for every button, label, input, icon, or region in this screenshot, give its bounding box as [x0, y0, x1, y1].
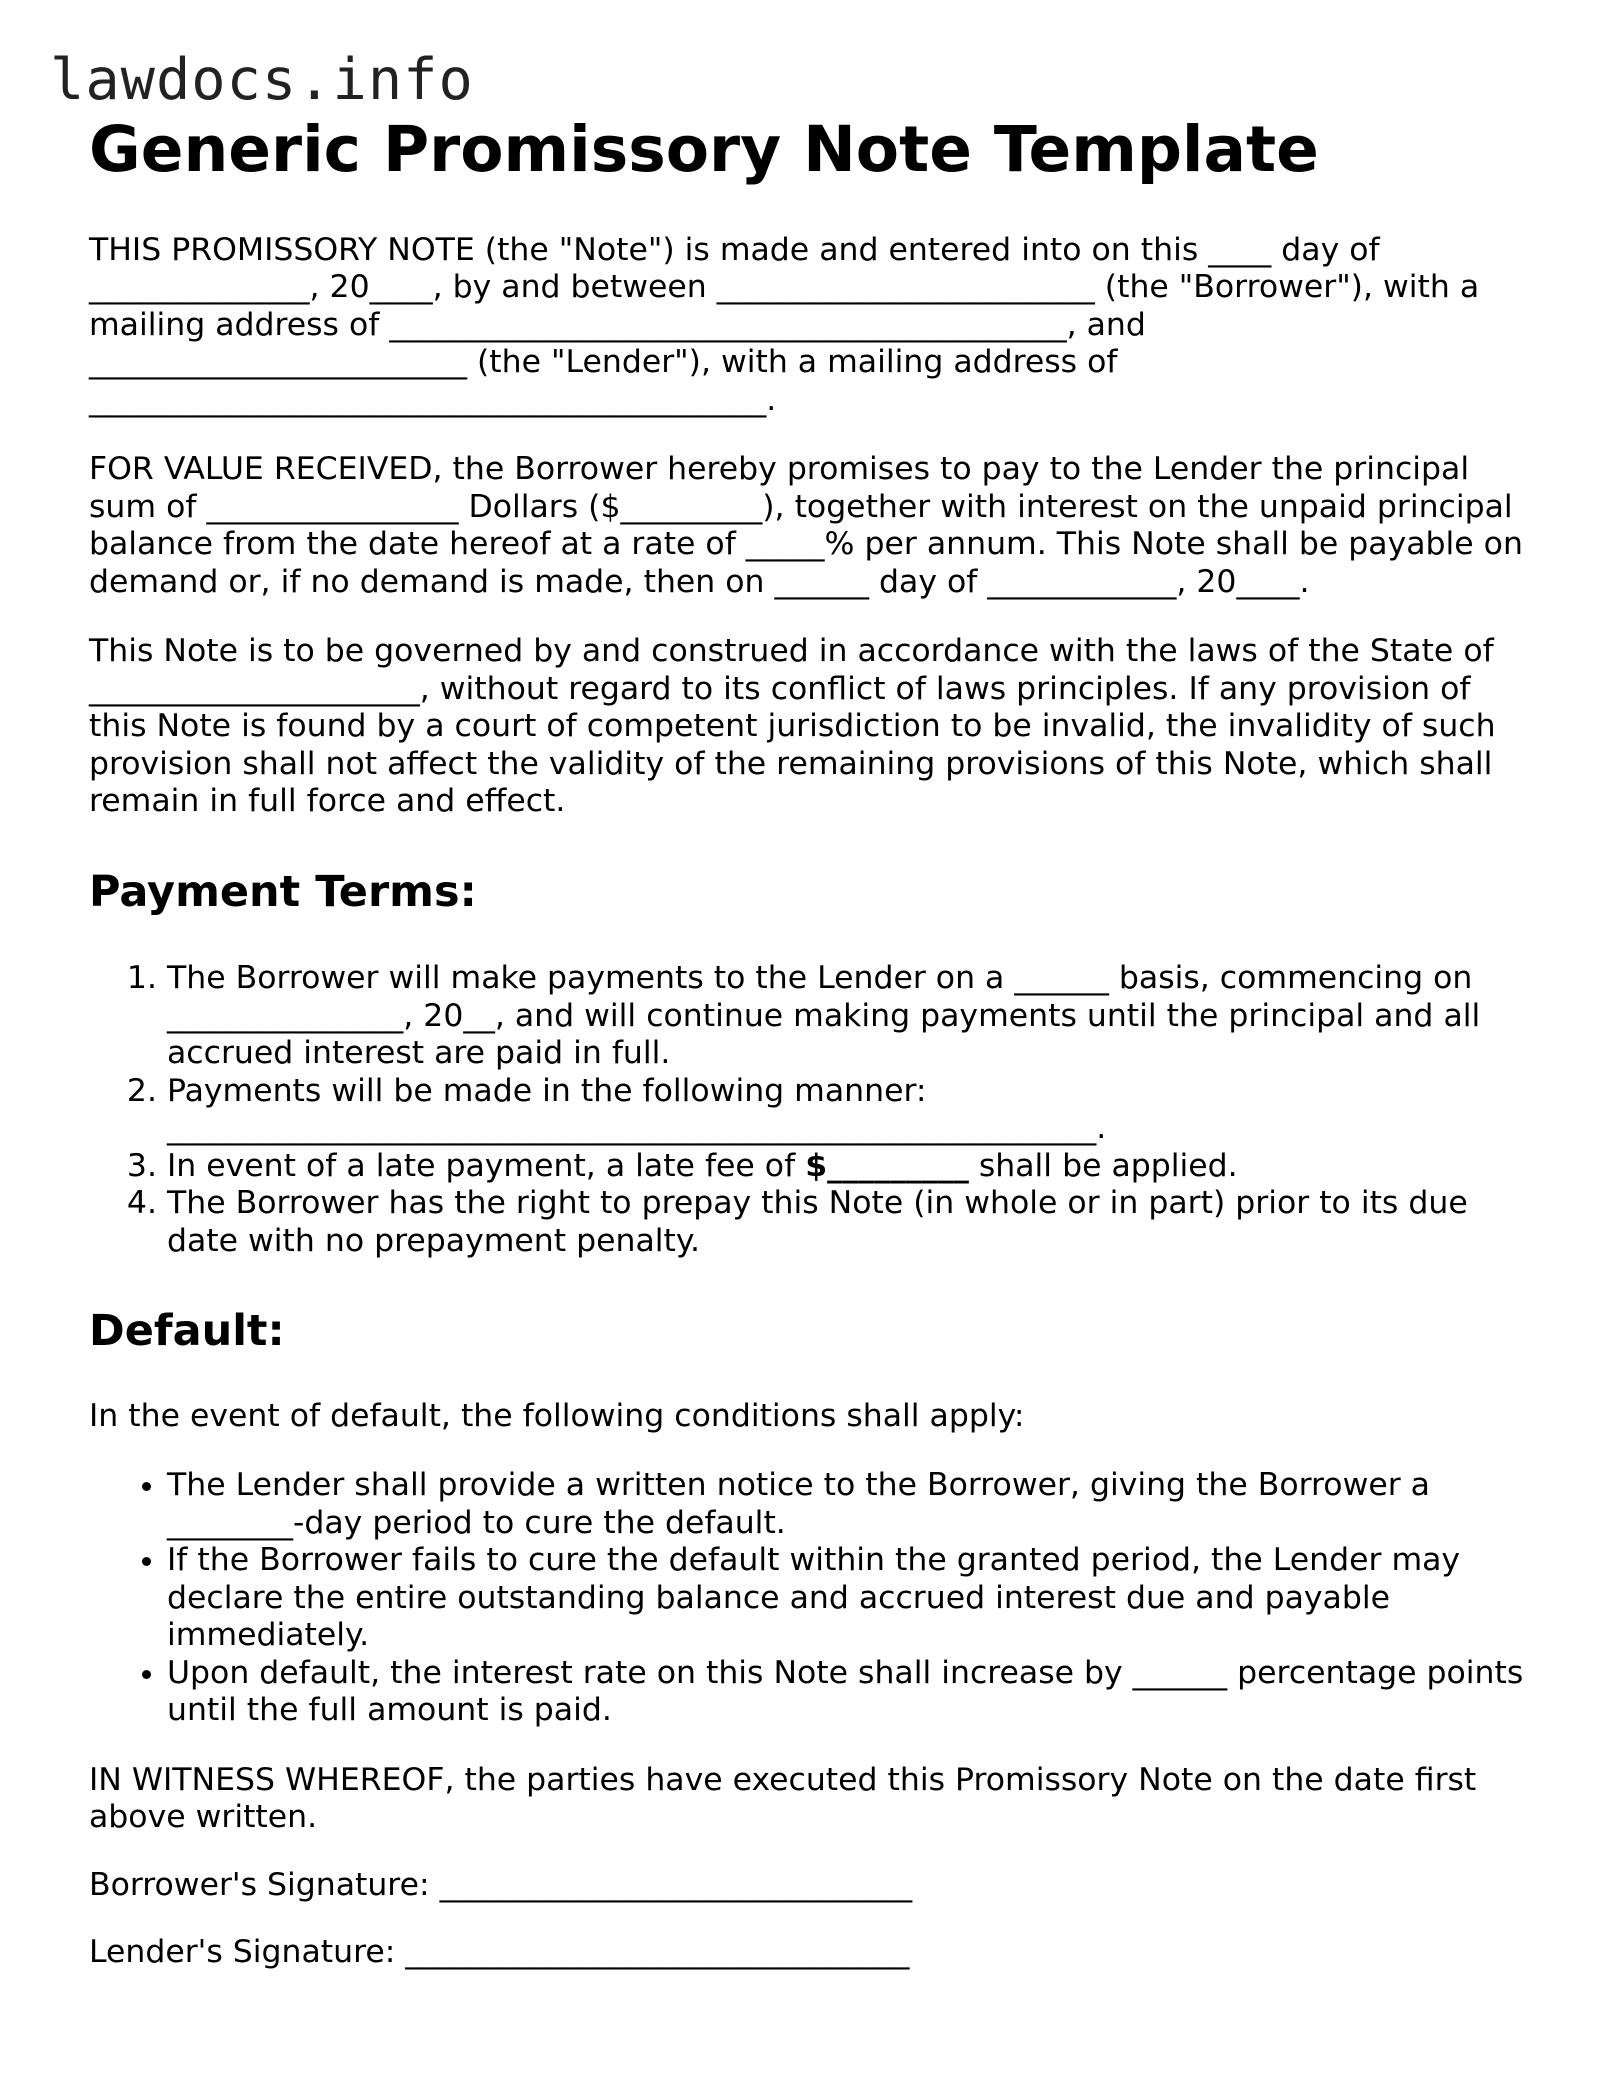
- list-item: 1. The Borrower will make payments to the Lender on a ______ basis, commencing on _______________, 20__, and will continue making payments until the principal and all accrued interest are paid in full.: [167, 960, 1529, 1073]
- document-page: [89, 112, 1529, 1972]
- document-title: Generic Promissory Note Template: [89, 113, 1319, 186]
- list-item: 2. Payments will be made in the following manner: ___________________________________________________________.: [167, 1073, 1529, 1148]
- default-intro: In the event of default, the following conditions shall apply:: [89, 1397, 1025, 1434]
- governing-law-paragraph: This Note is to be governed by and construed in accordance with the laws of the State of _____________________, without regard to its conflict of laws principles. If any provision of this Note is found by a court of competent jurisdiction to be invalid, the invalidity of such provision shall not affect the validity of the remaining provisions of this Note, which shall remain in full force and effect.: [89, 633, 1496, 820]
- default-heading: Default:: [89, 1306, 285, 1357]
- lender-signature-line: Lender's Signature: ________________________________: [89, 1934, 910, 1971]
- payment-terms-list: [89, 960, 1529, 1260]
- list-item: • If the Borrower fails to cure the default within the granted period, the Lender may declare the entire outstanding balance and accrued interest due and payable immediately.: [167, 1542, 1529, 1655]
- borrower-signature-line: Borrower's Signature: ______________________________: [89, 1866, 913, 1903]
- list-item: [167, 1148, 1529, 1186]
- intro-paragraph: THIS PROMISSORY NOTE (the "Note") is made and entered into on this ____ day of ______________, 20____, by and between ________________________ (the "Borrower"), with a mailing address of ___________________________________________, and ________________________ (the "Lender"), with a mailing address of ___________________________________________.: [89, 231, 1480, 418]
- default-conditions-list: [89, 1467, 1529, 1730]
- list-item: • The Lender shall provide a written notice to the Borrower, giving the Borrower a ________-day period to cure the default.: [167, 1467, 1529, 1542]
- late-fee-text: In event of a late payment, a late fee of: [167, 1147, 806, 1184]
- list-item: 4. The Borrower has the right to prepay this Note (in whole or in part) prior to its due date with no prepayment penalty.: [167, 1185, 1529, 1260]
- witness-paragraph: IN WITNESS WHEREOF, the parties have executed this Promissory Note on the date first above written.: [89, 1761, 1477, 1836]
- list-item: • Upon default, the interest rate on this Note shall increase by ______ percentage points until the full amount is paid.: [167, 1655, 1529, 1730]
- value-received-paragraph: FOR VALUE RECEIVED, the Borrower hereby promises to pay to the Lender the principal sum of ________________ Dollars ($_________), together with interest on the unpaid principal balance from the date hereof at a rate of _____% per annum. This Note shall be payable on demand or, if no demand is made, then on ______ day of ____________, 20____.: [89, 451, 1523, 600]
- late-fee-amount: $_________: [805, 1147, 969, 1184]
- late-fee-suffix: shall be applied.: [968, 1147, 1238, 1184]
- site-watermark: lawdocs.info: [50, 47, 474, 113]
- payment-terms-heading: Payment Terms:: [89, 866, 477, 917]
